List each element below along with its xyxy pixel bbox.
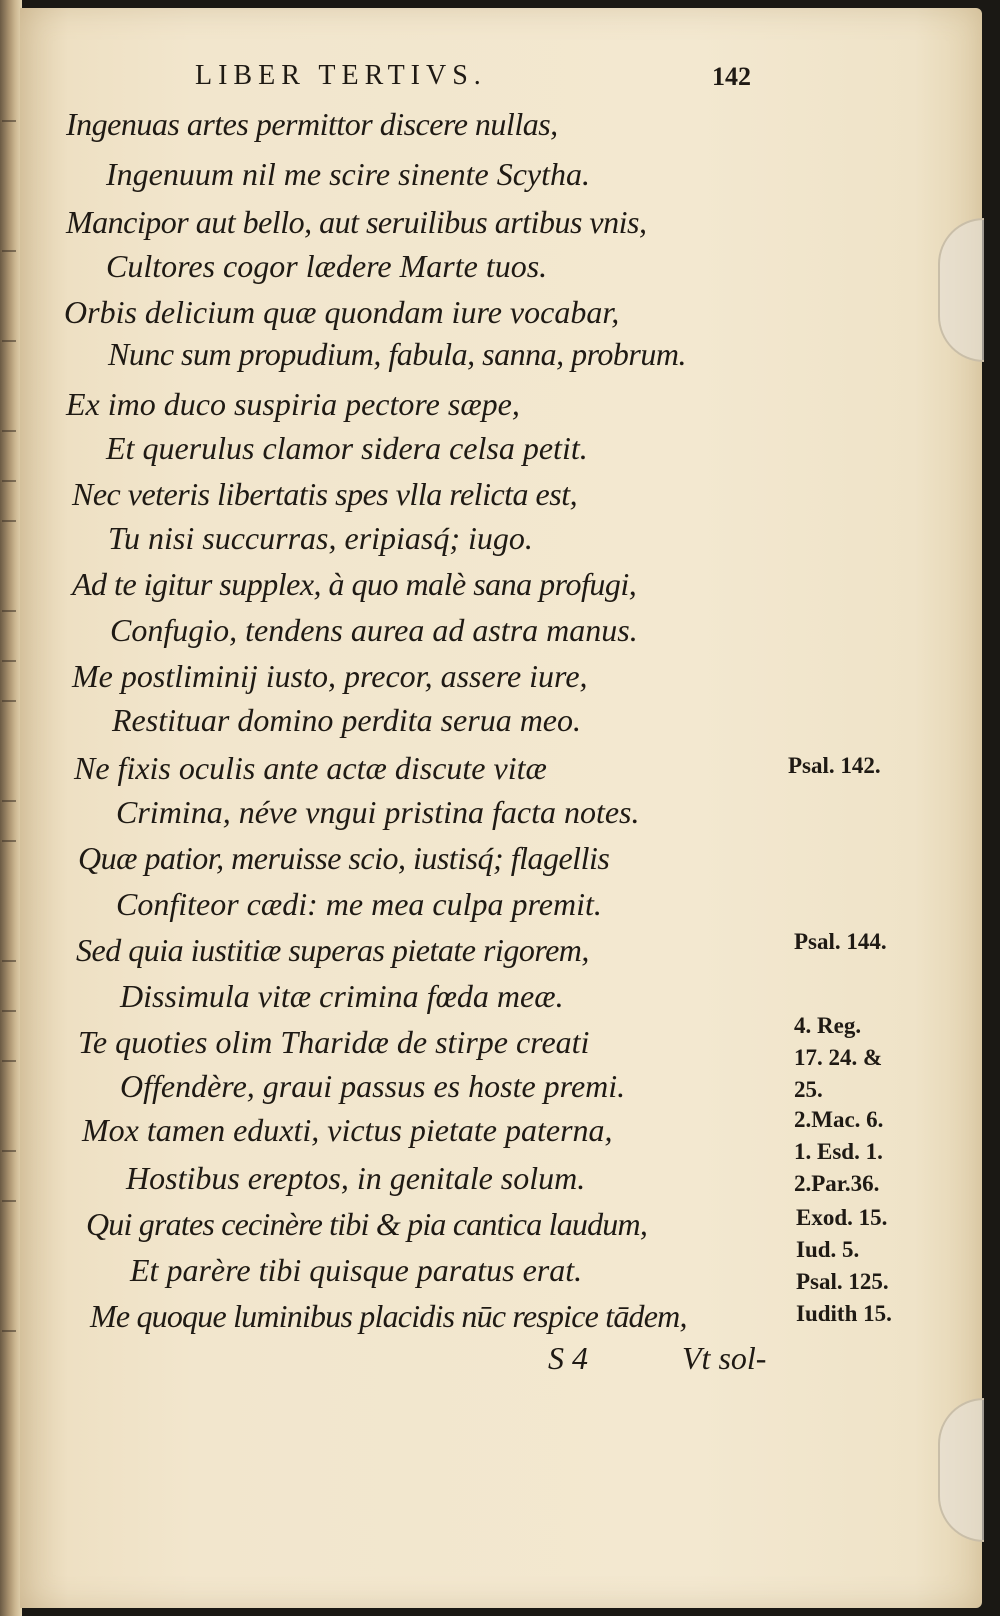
verse-line: Orbis delicium quæ quondam iure vocabar,	[64, 294, 620, 330]
book-edge	[0, 0, 22, 1616]
edge-mark	[2, 800, 16, 802]
margin-note: Exod. 15.	[796, 1205, 888, 1230]
margin-note: 2.Mac. 6.	[794, 1107, 884, 1132]
edge-mark	[2, 120, 16, 122]
margin-note: Psal. 144.	[794, 929, 887, 954]
edge-mark	[2, 700, 16, 702]
margin-note: 1. Esd. 1.	[794, 1139, 883, 1164]
edge-mark	[2, 1330, 16, 1332]
verse-line: Et querulus clamor sidera celsa petit.	[106, 430, 588, 466]
verse-line: Me quoque luminibus placidis nūc respice tādem,	[90, 1298, 687, 1334]
verse-line: Ne fixis oculis ante actæ discute vitæ	[74, 750, 547, 786]
verse-line: Tu nisi succurras, eripiasq́; iugo.	[108, 520, 533, 556]
margin-note: Psal. 125.	[796, 1269, 889, 1294]
margin-note: Iudith 15.	[796, 1301, 892, 1326]
verse-line: Crimina, néve vngui pristina facta notes.	[116, 794, 640, 830]
edge-mark	[2, 430, 16, 432]
margin-note: 17. 24. &	[794, 1045, 883, 1070]
edge-mark	[2, 250, 16, 252]
margin-note: 4. Reg.	[794, 1013, 862, 1038]
signature-mark: S 4	[548, 1340, 588, 1376]
verse-line: Restituar domino perdita serua meo.	[112, 702, 581, 738]
page-tab	[938, 218, 984, 362]
margin-note: Psal. 142.	[788, 753, 881, 778]
verse-line: Confugio, tendens aurea ad astra manus.	[110, 612, 638, 648]
verse-line: Cultores cogor lædere Marte tuos.	[106, 248, 548, 284]
page-header	[0, 56, 1000, 96]
verse-line: Mox tamen eduxti, victus pietate paterna,	[82, 1112, 613, 1148]
page-tab	[938, 1398, 984, 1542]
verse-line: Confiteor cædi: me mea culpa premit.	[116, 886, 602, 922]
edge-mark	[2, 610, 16, 612]
verse-line: Ingenuas artes permittor discere nullas,	[66, 106, 558, 142]
verse-line: Sed quia iustitiæ superas pietate rigorem,	[76, 932, 589, 968]
edge-mark	[2, 340, 16, 342]
verse-line: Quæ patior, meruisse scio, iustisq́; flagellis	[78, 840, 610, 876]
verse-line: Ad te igitur supplex, à quo malè sana profugi,	[72, 566, 637, 602]
edge-mark	[2, 1150, 16, 1152]
edge-mark	[2, 1060, 16, 1062]
margin-note: Iud. 5.	[796, 1237, 860, 1262]
edge-mark	[2, 520, 16, 522]
verse-line: Et parère tibi quisque paratus erat.	[130, 1252, 583, 1288]
margin-note: 2.Par.36.	[794, 1171, 880, 1196]
verse-line: Offendère, graui passus es hoste premi.	[120, 1068, 626, 1104]
edge-mark	[2, 660, 16, 662]
verse-line: Qui grates cecinère tibi & pia cantica laudum,	[86, 1206, 648, 1242]
edge-mark	[2, 840, 16, 842]
edge-mark	[2, 1200, 16, 1202]
verse-line: Hostibus ereptos, in genitale solum.	[126, 1160, 586, 1196]
verse-line: Te quoties olim Tharidæ de stirpe creati	[78, 1024, 590, 1060]
verse-line: Me postliminij iusto, precor, assere iure,	[72, 658, 588, 694]
edge-mark	[2, 480, 16, 482]
edge-mark	[2, 1010, 16, 1012]
verse-line: Ex imo duco suspiria pectore sæpe,	[66, 386, 520, 422]
catchword: Vt sol-	[682, 1340, 767, 1376]
verse-line: Nec veteris libertatis spes vlla relicta est,	[72, 476, 578, 512]
margin-note: 25.	[794, 1077, 823, 1102]
edge-mark	[2, 960, 16, 962]
verse-line: Mancipor aut bello, aut seruilibus artibus vnis,	[66, 204, 647, 240]
verse-line: Ingenuum nil me scire sinente Scytha.	[106, 156, 591, 192]
page-number: 142	[712, 62, 751, 91]
running-head: LIBER TERTIVS.	[195, 60, 487, 91]
verse-line: Nunc sum propudium, fabula, sanna, probrum.	[108, 336, 686, 372]
verse-line: Dissimula vitæ crimina fœda meæ.	[120, 978, 564, 1014]
